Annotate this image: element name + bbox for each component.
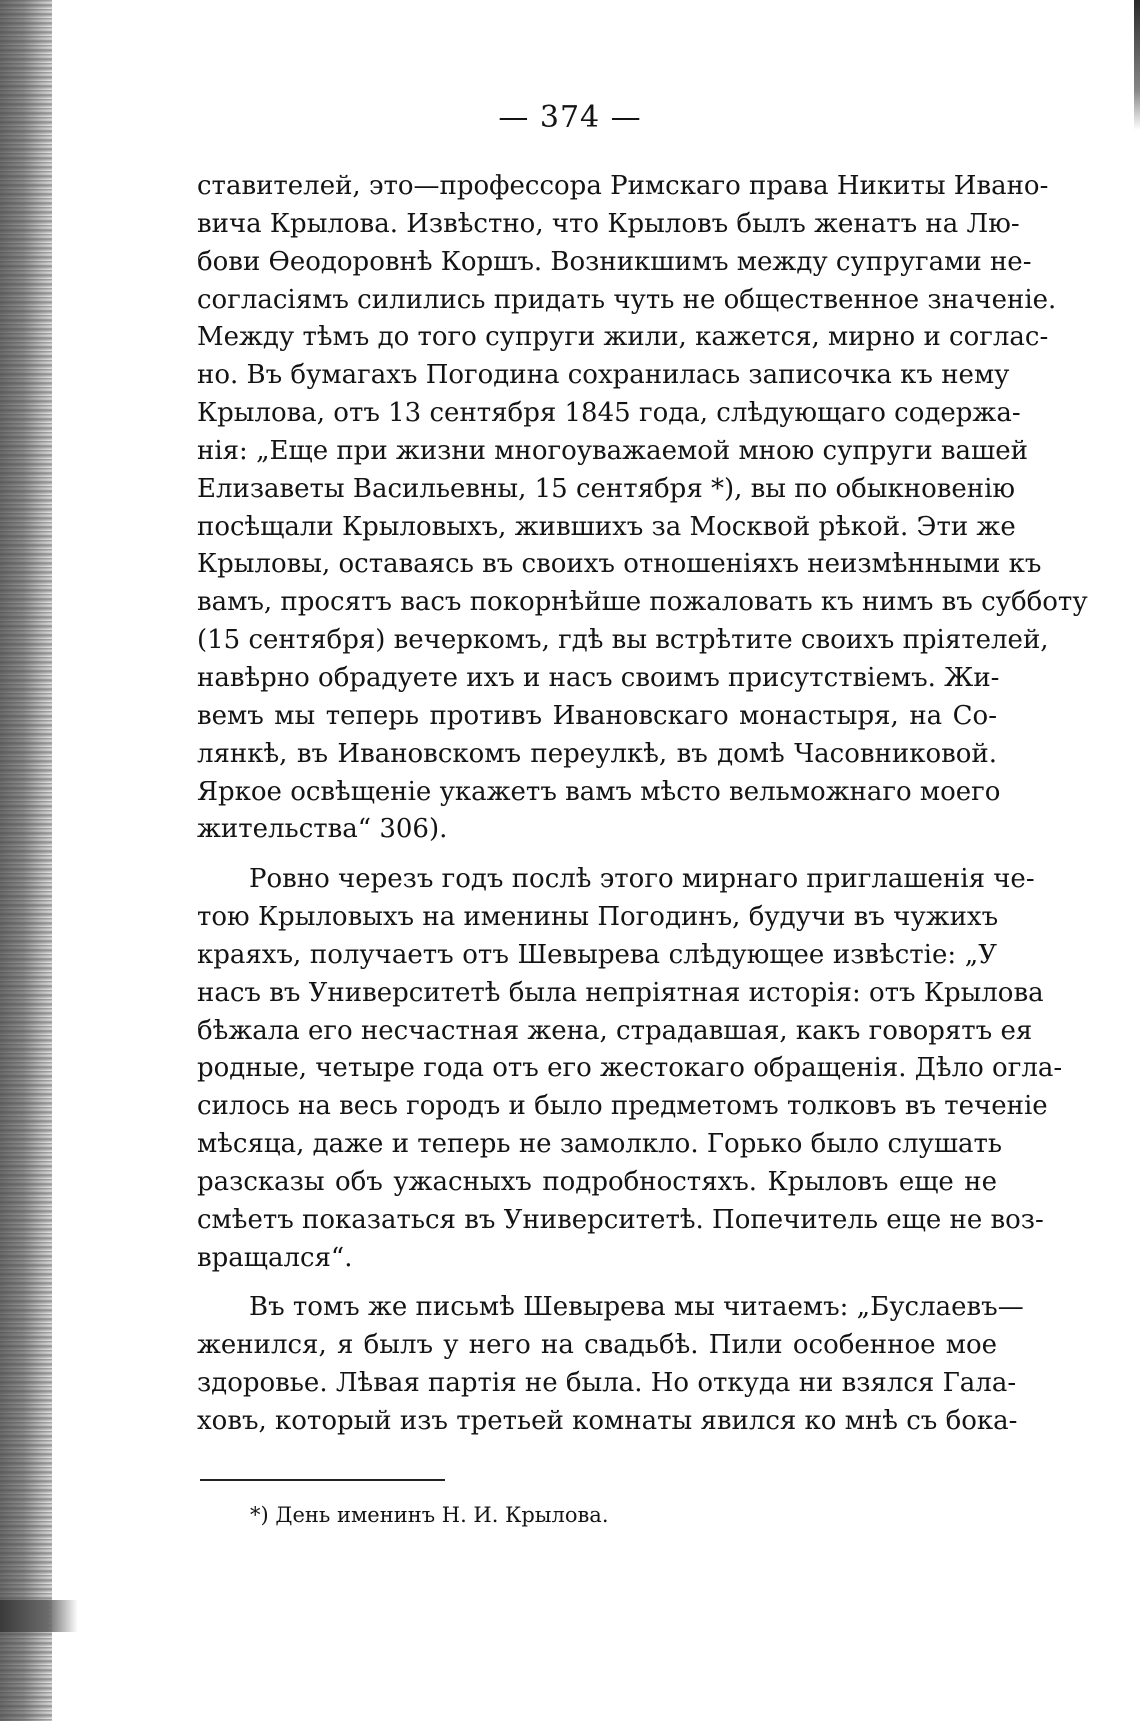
body-text (197, 168, 1088, 1441)
text-line: бѣжала его несчастная жена, страдавшая, какъ говорятъ ея (197, 1015, 1033, 1046)
text-line: родные, четыре года отъ его жестокаго обращенія. Дѣло огла- (197, 1053, 1063, 1084)
text-line: вемъ мы теперь противъ Ивановскаго монастыря, на Со- (197, 700, 997, 731)
text-line: Между тѣмъ до того супруги жили, кажется, мирно и соглас- (197, 322, 1049, 353)
text-line: женился, я былъ у него на свадьбѣ. Пили особенное мое (197, 1330, 997, 1361)
footnote: *) День именинъ Н. И. Крылова. (250, 1503, 609, 1527)
text-line: нія: „Еще при жизни многоуважаемой мною супруги вашей (197, 435, 1028, 466)
text-line: но. Въ бумагахъ Погодина сохранилась записочка къ нему (197, 360, 1010, 391)
text-line: вича Крылова. Извѣстно, что Крыловъ былъ женатъ на Лю- (197, 208, 1020, 239)
text-line: бови Ѳеодоровнѣ Коршъ. Возникшимъ между супругами не- (197, 246, 1032, 277)
text-line: навѣрно обрадуете ихъ и насъ своимъ присутствіемъ. Жи- (197, 662, 1000, 693)
text-line: Крыловы, оставаясь въ своихъ отношеніяхъ неизмѣнными къ (197, 549, 1042, 580)
page-binding-shadow (0, 0, 52, 1721)
text-line: краяхъ, получаетъ отъ Шевырева слѣдующее извѣстіе: „У (197, 939, 997, 970)
paragraph-1 (197, 168, 1088, 849)
paragraph-2 (197, 861, 1063, 1277)
text-line: силось на весь городъ и было предметомъ толковъ въ теченіе (197, 1091, 1048, 1122)
text-line: (15 сентября) вечеркомъ, гдѣ вы встрѣтите своихъ пріятелей, (197, 625, 1049, 656)
text-line: Елизаветы Васильевны, 15 сентября *), вы по обыкновенію (197, 473, 1016, 504)
footnote-divider (200, 1479, 445, 1481)
text-line: жительства“ 306). (197, 814, 448, 845)
text-line: ховъ, который изъ третьей комнаты явился ко мнѣ съ бока- (197, 1406, 1018, 1436)
text-line: лянкѣ, въ Ивановскомъ переулкѣ, въ домѣ Часовниковой. (197, 738, 997, 769)
text-line: Яркое освѣщеніе укажетъ вамъ мѣсто вельможнаго моего (197, 776, 1001, 807)
text-line: согласіямъ силились придать чуть не общественное значеніе. (197, 284, 1057, 315)
page-binding-shadow-bottom (0, 1600, 78, 1632)
text-line: разсказы объ ужасныхъ подробностяхъ. Крыловъ еще не (197, 1166, 997, 1197)
page-number: — 374 — (498, 100, 642, 135)
text-line: вамъ, просятъ васъ покорнѣйше пожаловать къ нимъ въ субботу (197, 587, 1088, 618)
text-line: мѣсяца, даже и теперь не замолкло. Горько было слушать (197, 1129, 1003, 1160)
text-line: ставителей, это—профессора Римскаго права Никиты Ивано- (197, 171, 1049, 201)
text-line: здоровье. Лѣвая партія не была. Но откуда ни взялся Гала- (197, 1368, 1017, 1399)
text-line: смѣетъ показаться въ Университетѣ. Попечитель еще не воз- (197, 1204, 1044, 1235)
paragraph-3 (197, 1289, 1024, 1440)
text-line: вращался“. (197, 1242, 353, 1273)
text-line: Въ томъ же письмѣ Шевырева мы читаемъ: „Буслаевъ— (249, 1292, 1024, 1323)
text-line: Ровно черезъ годъ послѣ этого мирнаго приглашенія че- (249, 864, 1035, 895)
text-line: посѣщали Крыловыхъ, жившихъ за Москвой рѣкой. Эти же (197, 511, 1016, 542)
text-line: Крылова, отъ 13 сентября 1845 года, слѣдующаго содержа- (197, 398, 1021, 429)
text-line: тою Крыловыхъ на именины Погодинъ, будучи въ чужихъ (197, 902, 999, 933)
text-line: насъ въ Университетѣ была непріятная исторія: отъ Крылова (197, 977, 1044, 1008)
